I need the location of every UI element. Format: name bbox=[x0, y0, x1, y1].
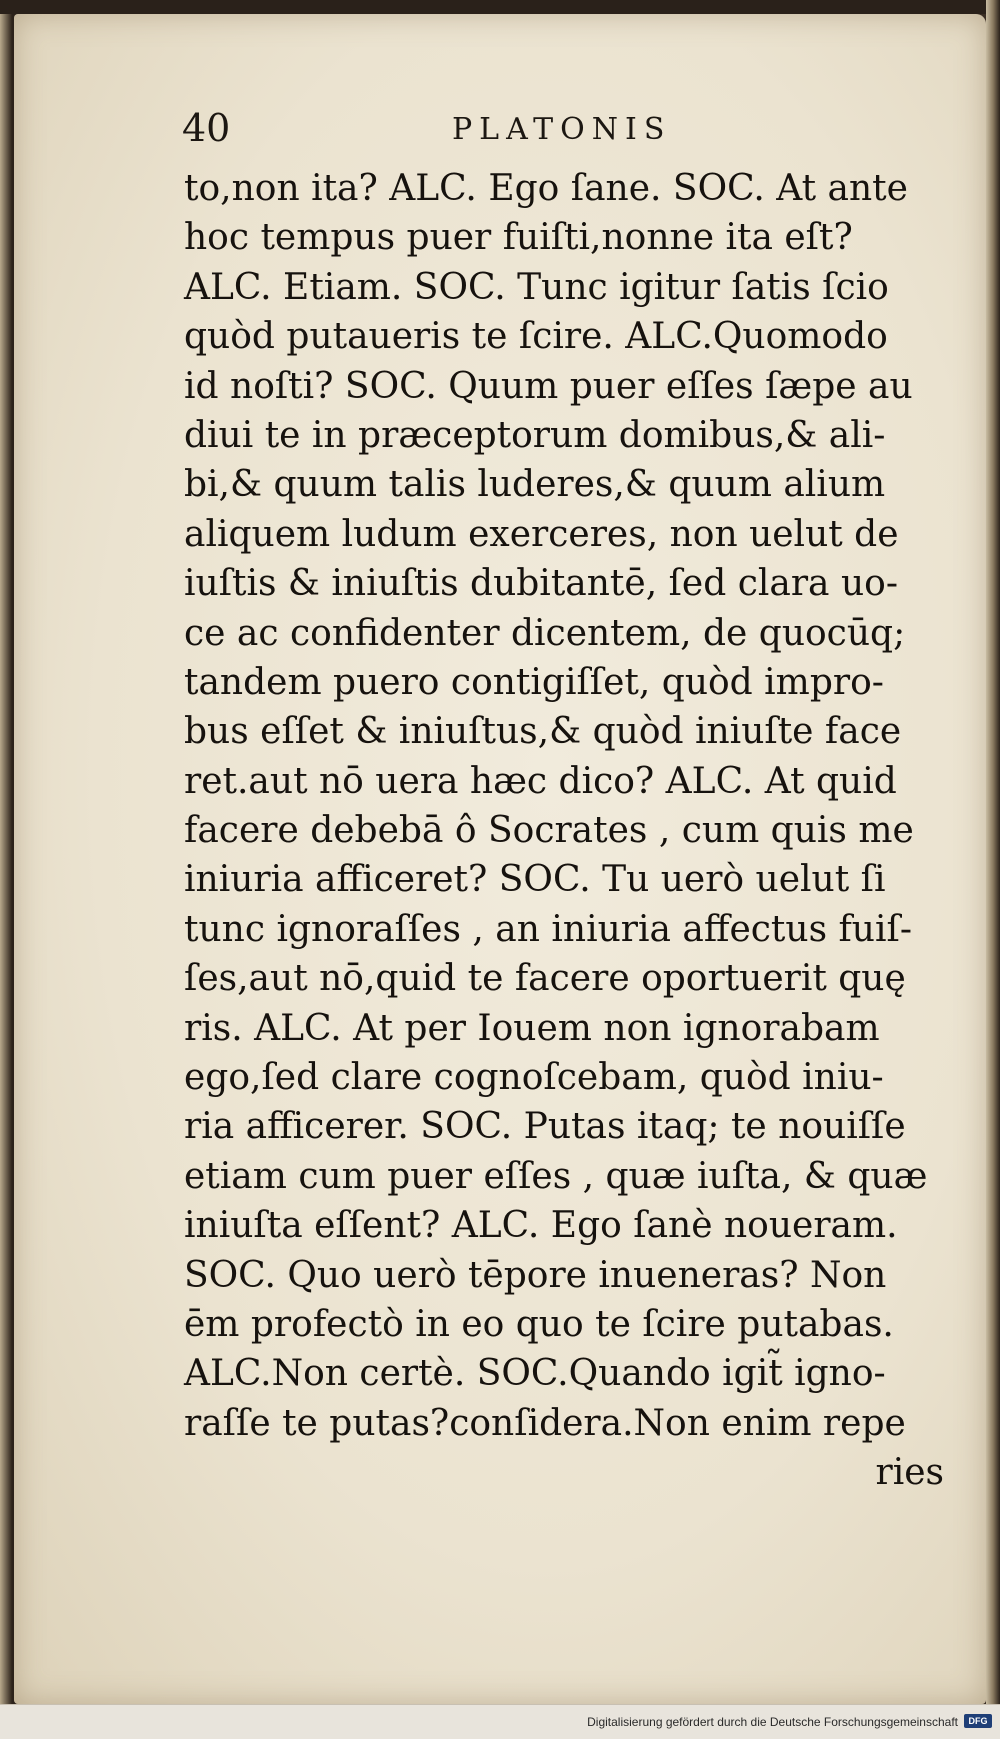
funding-credit: Digitalisierung gefördert durch die Deutsche Forschungsgemeinschaft bbox=[587, 1715, 958, 1729]
text-line: bus eſſet & iniuſtus,& quòd iniuſte face bbox=[184, 711, 902, 753]
text-line: iuſtis & iniuſtis dubitantē, ſed clara uo- bbox=[184, 563, 898, 605]
text-line: ſes,aut nō,quid te facere oportuerit quę bbox=[184, 958, 906, 1000]
text-line: diui te in præceptorum domibus,& ali- bbox=[184, 414, 886, 456]
text-line: ce ac confidenter dicentem, de quocūq; bbox=[184, 612, 906, 654]
text-line: ris. ALC. At per Iouem non ignorabam bbox=[184, 1007, 880, 1049]
text-line: tandem puero contigiſſet, quòd impro- bbox=[184, 661, 884, 703]
page-header bbox=[182, 106, 942, 156]
dfg-logo-icon: DFG bbox=[964, 1714, 992, 1728]
text-line: ēm profectò in eo quo te ſcire putabas. bbox=[184, 1303, 894, 1345]
text-line: to,non ita? ALC. Ego ſane. SOC. At ante bbox=[184, 168, 908, 209]
text-line: quòd putaueris te ſcire. ALC.Quomodo bbox=[184, 316, 888, 358]
text-line: id noſti? SOC. Quum puer eſſes ſæpe au bbox=[184, 365, 913, 407]
text-line: etiam cum puer eſſes , quæ iuſta, & quæ bbox=[184, 1155, 928, 1197]
text-line: raſſe te putas?conſidera.Non enim repe bbox=[184, 1402, 906, 1444]
book-page bbox=[14, 14, 986, 1704]
text-line: ALC.Non certè. SOC.Quando igit̃ igno- bbox=[184, 1353, 886, 1395]
text-line: ALC. Etiam. SOC. Tunc igitur ſatis ſcio bbox=[184, 266, 889, 308]
text-line: hoc tempus puer fuiſti,nonne ita eſt? bbox=[184, 217, 853, 259]
running-title: PLATONIS bbox=[452, 112, 672, 147]
text-line: bi,& quum talis luderes,& quum alium bbox=[184, 464, 886, 506]
text-line: SOC. Quo uerò tēpore inueneras? Non bbox=[184, 1254, 887, 1296]
catchword: ries bbox=[875, 1452, 944, 1494]
text-line: tunc ignoraſſes , an iniuria affectus fuiſ- bbox=[184, 908, 912, 950]
text-line: ria afficerer. SOC. Putas itaq; te nouiſſe bbox=[184, 1106, 906, 1148]
text-line: ret.aut nō uera hæc dico? ALC. At quid bbox=[184, 760, 897, 802]
text-line: aliquem ludum exerceres, non uelut de bbox=[184, 513, 899, 555]
text-line: ego,ſed clare cognoſcebam, quòd iniu- bbox=[184, 1057, 884, 1099]
book-fore-edge bbox=[986, 0, 1000, 1739]
text-line: facere debebā ô Socrates , cum quis me bbox=[184, 810, 914, 852]
text-line: iniuſta eſſent? ALC. Ego ſanè noueram. bbox=[184, 1205, 898, 1247]
page-number: 40 bbox=[182, 106, 231, 150]
digitization-footer bbox=[0, 1704, 1000, 1739]
body-text bbox=[184, 164, 944, 1498]
book-top-edge bbox=[0, 0, 1000, 14]
text-line: iniuria afficeret? SOC. Tu uerò uelut ſi bbox=[184, 859, 886, 901]
